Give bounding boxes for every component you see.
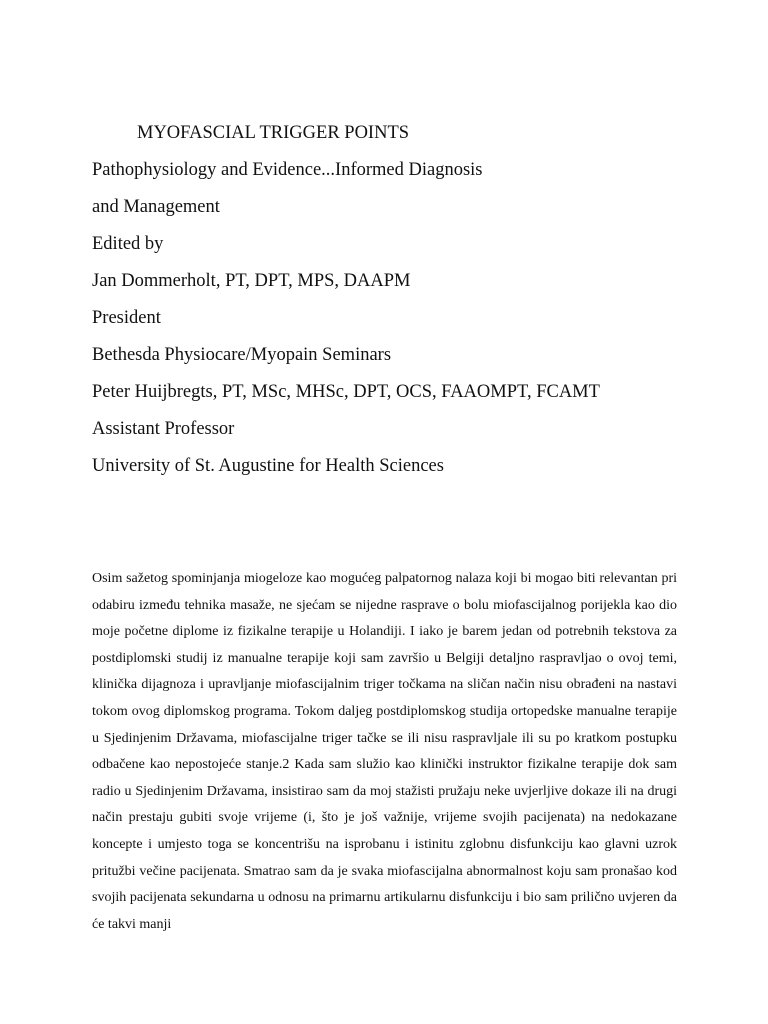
editor-2-affiliation: University of St. Augustine for Health Sciences (92, 456, 444, 476)
editor-2-role: Assistant Professor (92, 419, 235, 439)
subtitle-line-1: Pathophysiology and Evidence...Informed Diagnosis (92, 160, 483, 180)
editor-1-role: President (92, 308, 161, 328)
body-paragraph: Osim sažetog spominjanja miogeloze kao mogućeg palpatornog nalaza koji bi mogao biti relevantan pri odabiru između tehnika masaže, ne sjećam se nijedne rasprave o bolu miofascijalnog porijekla kao dio moje početne diplome iz fizikalne terapije u Holandiji. I iako je barem jedan od potrebnih tekstova za postdiplomski studij iz manualne terapije koji sam završio u Belgiji detaljno raspravljao o ovoj temi, klinička dijagnoza i upravljanje miofascijalnim triger točkama na sličan način nisu obrađeni na nastavi tokom ovog diplomskog programa. Tokom daljeg postdiplomskog studija ortopedske manualne terapije u Sjedinjenim Državama, miofascijalne triger tačke se ili nisu raspravljale ili su po kratkom postupku odbačene kao nepostojeće stanje.2 Kada sam služio kao klinički instruktor fizikalne terapije dok sam radio u Sjedinjenim Državama, insistirao sam da moj stažisti pružaju neke uvjerljive dokaze ili na drugi način prestaju gubiti svoje vrijeme (i, što je još važnije, vrijeme svojih pacijenata) na nedokazane koncepte i umjesto toga se koncentrišu na isprobanu i istinitu zglobnu disfunkciju kao glavni uzrok pritužbi večine pacijenata. Smatrao sam da je svaka miofascijalna abnormalnost koju sam pronašao kod svojih pacijenata sekundarna u odnosu na primarnu artikularnu disfunkciju i bio sam prilično uvjeren da će takvi manji (92, 571, 677, 932)
subtitle-line-2: and Management (92, 197, 220, 217)
editor-2-name: Peter Huijbregts, PT, MSc, MHSc, DPT, OCS, FAAOMPT, FCAMT (92, 382, 600, 402)
document-title: MYOFASCIAL TRIGGER POINTS (137, 123, 410, 143)
editor-1-name: Jan Dommerholt, PT, DPT, MPS, DAAPM (92, 271, 411, 291)
editor-1-affiliation: Bethesda Physiocare/Myopain Seminars (92, 345, 392, 365)
edited-by-label: Edited by (92, 234, 164, 254)
document-header (92, 120, 692, 490)
